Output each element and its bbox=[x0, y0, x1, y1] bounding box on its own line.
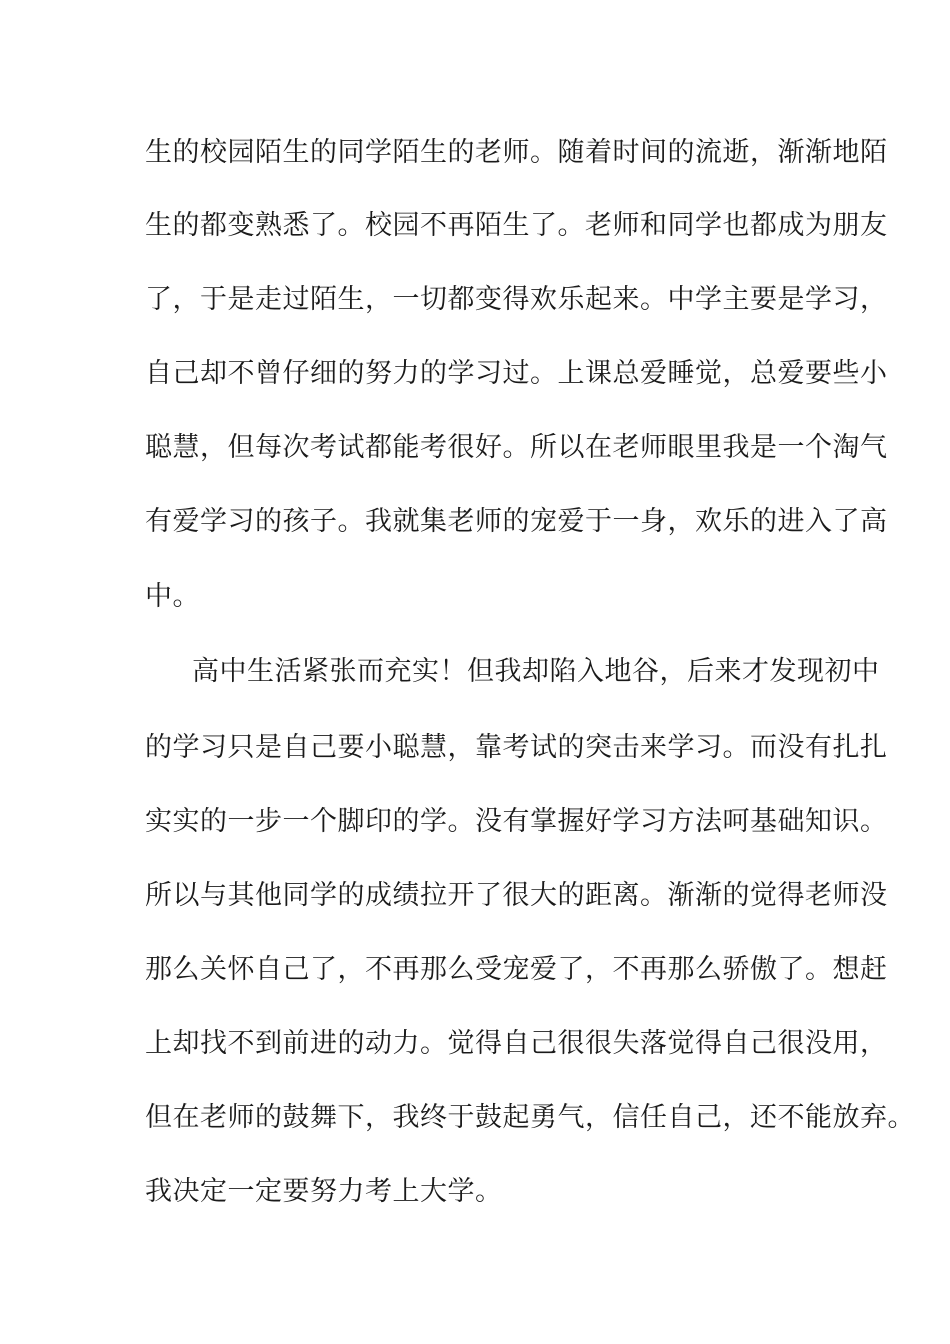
paragraph-2-line-1: 高中生活紧张而充实！但我却陷入地谷，后来才发现初中 bbox=[192, 656, 880, 687]
paragraph-1-line-4: 自己却不曾仔细的努力的学习过。上课总爱睡觉，总爱要些小 bbox=[145, 358, 888, 389]
paragraph-1-line-7: 中。 bbox=[145, 581, 200, 612]
paragraph-1-line-5: 聪慧，但每次考试都能考很好。所以在老师眼里我是一个淘气 bbox=[145, 432, 888, 463]
paragraph-2-line-3: 实实的一步一个脚印的学。没有掌握好学习方法呵基础知识。 bbox=[145, 806, 888, 837]
paragraph-2-line-7: 但在老师的鼓舞下，我终于鼓起勇气，信任自己，还不能放弃。 bbox=[145, 1102, 915, 1133]
paragraph-2-line-8: 我决定一定要努力考上大学。 bbox=[145, 1176, 503, 1207]
paragraph-2-line-4: 所以与其他同学的成绩拉开了很大的距离。渐渐的觉得老师没 bbox=[145, 880, 888, 911]
paragraph-2-line-5: 那么关怀自己了，不再那么受宠爱了，不再那么骄傲了。想赶 bbox=[145, 954, 888, 985]
paragraph-1-line-1: 生的校园陌生的同学陌生的老师。随着时间的流逝，渐渐地陌 bbox=[145, 137, 888, 168]
paragraph-2-line-6: 上却找不到前进的动力。觉得自己很很失落觉得自己很没用， bbox=[145, 1028, 888, 1059]
paragraph-1-line-3: 了，于是走过陌生，一切都变得欢乐起来。中学主要是学习， bbox=[145, 284, 888, 315]
paragraph-2-line-2: 的学习只是自己要小聪慧，靠考试的突击来学习。而没有扎扎 bbox=[145, 732, 888, 763]
paragraph-1-line-6: 有爱学习的孩子。我就集老师的宠爱于一身，欢乐的进入了高 bbox=[145, 506, 888, 537]
paragraph-1-line-2: 生的都变熟悉了。校园不再陌生了。老师和同学也都成为朋友 bbox=[145, 210, 888, 241]
